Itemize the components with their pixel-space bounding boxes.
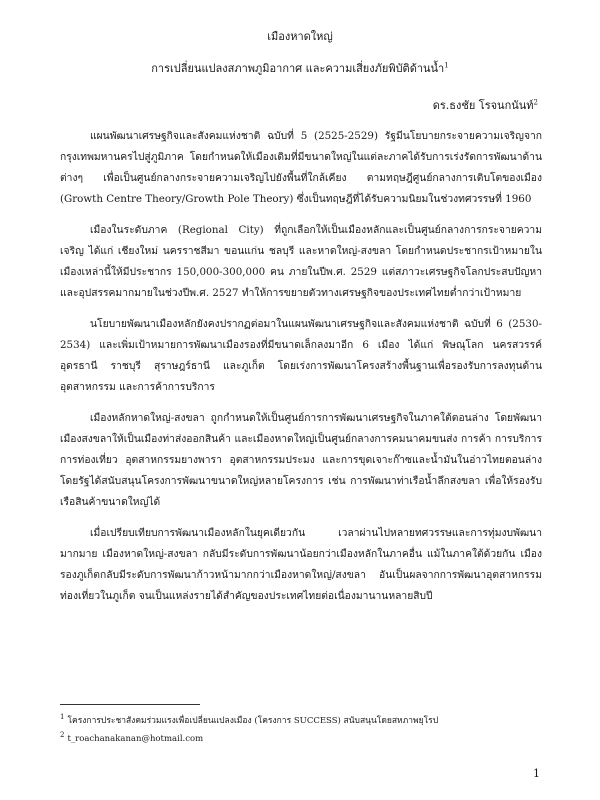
page-number: 1 bbox=[533, 767, 540, 780]
author-name bbox=[433, 95, 538, 116]
paragraph: เมื่อเปรียบเทียบการพัฒนาเมืองหลักในยุคเดียวกัน เวลาผ่านไปหลายทศวรรษและการทุ่มงบพัฒนามากมาย เมืองหาดใหญ่-สงขลา กลับมีระดับการพัฒนาน้อยกว่าเมืองหลักในภาคอื่น แม้ในภาคใต้ด้วยกัน เมืองรองภูเก็ตกลับมีระดับการพัฒนาก้าวหน้ามากกว่าเมืองหาดใหญ่/สงขลา อันเป็นผลจากการพัฒนาอุตสาหกรรมท่องเที่ยวในภูเก็ต จนเป็นแหล่งรายได้สำคัญของประเทศไทยต่อเนื่องมานานหลายสิบปี bbox=[60, 527, 542, 602]
footnote-item bbox=[60, 712, 542, 730]
paragraph: เมืองในระดับภาค (Regional City) ที่ถูกเลือกให้เป็นเมืองหลักและเป็นศูนย์กลางการกระจายความเจริญ ได้แก่ เชียงใหม่ นครราชสีมา ขอนแก่น ชลบุรี และหาดใหญ่-สงขลา โดยกำหนดประชากรเป้าหมายในเมืองเหล่านี้ให้มีประชากร 150,000-300,000 คน ภายในปีพ.ศ. 2529 แต่สภาวะเศรษฐกิจโลกประสบปัญหาและอุปสรรคมากมายในช่วงปีพ.ศ. 2527 ทำให้การขยายตัวทางเศรษฐกิจของประเทศไทยต่ำกว่าเป้าหมาย bbox=[60, 224, 542, 299]
footnote-text: โครงการประชาสังคมร่วมแรงเพื่อเปลี่ยนแปลงเมือง (โครงการ SUCCESS) สนับสนุนโดยสหภาพยุโรป bbox=[67, 716, 439, 726]
document-title: เมืองหาดใหญ่ bbox=[267, 30, 333, 43]
subtitle-text: การเปลี่ยนแปลงสภาพภูมิอากาศ และความเสี่ยงภัยพิบัติด้านน้ำ bbox=[151, 62, 445, 75]
body-text bbox=[60, 126, 542, 617]
paragraph: แผนพัฒนาเศรษฐกิจและสังคมแห่งชาติ ฉบับที่ 5 (2525-2529) รัฐมีนโยบายกระจายความเจริญจากกรุงเทพมหานครไปสู่ภูมิภาค โดยกำหนดให้เมืองเดิมที่มีขนาดใหญ่ในแต่ละภาคได้รับการเร่งรัดการพัฒนาด้านต่างๆ เพื่อเป็นศูนย์กลางกระจายความเจริญไปยังพื้นที่ใกล้เคียง ตามทฤษฎีศูนย์กลางการเติบโตของเมือง (Growth Centre Theory/Growth Pole Theory) ซึ่งเป็นทฤษฎีที่ได้รับความนิยมในช่วงทศวรรษที่ 1960 bbox=[60, 130, 542, 205]
footnote-item bbox=[60, 730, 542, 748]
author-text: ดร.ธงชัย โรจนกนันท์ bbox=[432, 99, 534, 112]
paragraph: เมืองหลักหาดใหญ่-สงขลา ถูกกำหนดให้เป็นศูนย์การการพัฒนาเศรษฐกิจในภาคใต้ตอนล่าง โดยพัฒนาเมืองสงขลาให้เป็นเมืองท่าส่งออกสินค้า และเมืองหาดใหญ่เป็นศูนย์กลางการคมนาคมขนส่ง การค้า การบริการ การท่องเที่ยว อุตสาหกรรมยางพารา อุตสาหกรรมประมง และการขุดเจาะก๊าซและน้ำมันในอ่าวไทยตอนล่าง โดยรัฐได้สนับสนุนโครงการพัฒนาขนาดใหญ่หลายโครงการ เช่น การพัฒนาท่าเรือน้ำลึกสงขลา เพื่อให้รองรับเรือสินค้าขนาดใหญ่ได้ bbox=[60, 412, 542, 508]
paragraph: นโยบายพัฒนาเมืองหลักยังคงปรากฏต่อมาในแผนพัฒนาเศรษฐกิจและสังคมแห่งชาติ ฉบับที่ 6 (2530-2534) และเพิ่มเป้าหมายการพัฒนาเมืองรองที่มีขนาดเล็กลงมาอีก 6 เมือง ได้แก่ พิษณุโลก นครสวรรค์ อุดรธานี ราชบุรี สุราษฎร์ธานี และภูเก็ต โดยเร่งการพัฒนาโครงสร้างพื้นฐานเพื่อรองรับการลงทุนด้านอุตสาหกรรม และการค้าการบริการ bbox=[60, 318, 542, 393]
footnotes bbox=[60, 712, 542, 748]
footnote-email-link[interactable]: t_roachanakanan@hotmail.com bbox=[67, 734, 204, 744]
author-footnote-marker: 2 bbox=[533, 98, 538, 107]
footnote-divider bbox=[60, 704, 200, 705]
footnote-number: 2 bbox=[60, 731, 65, 740]
footnote-number: 1 bbox=[60, 713, 65, 722]
document-subtitle bbox=[0, 58, 600, 79]
subtitle-footnote-marker: 1 bbox=[444, 61, 449, 70]
